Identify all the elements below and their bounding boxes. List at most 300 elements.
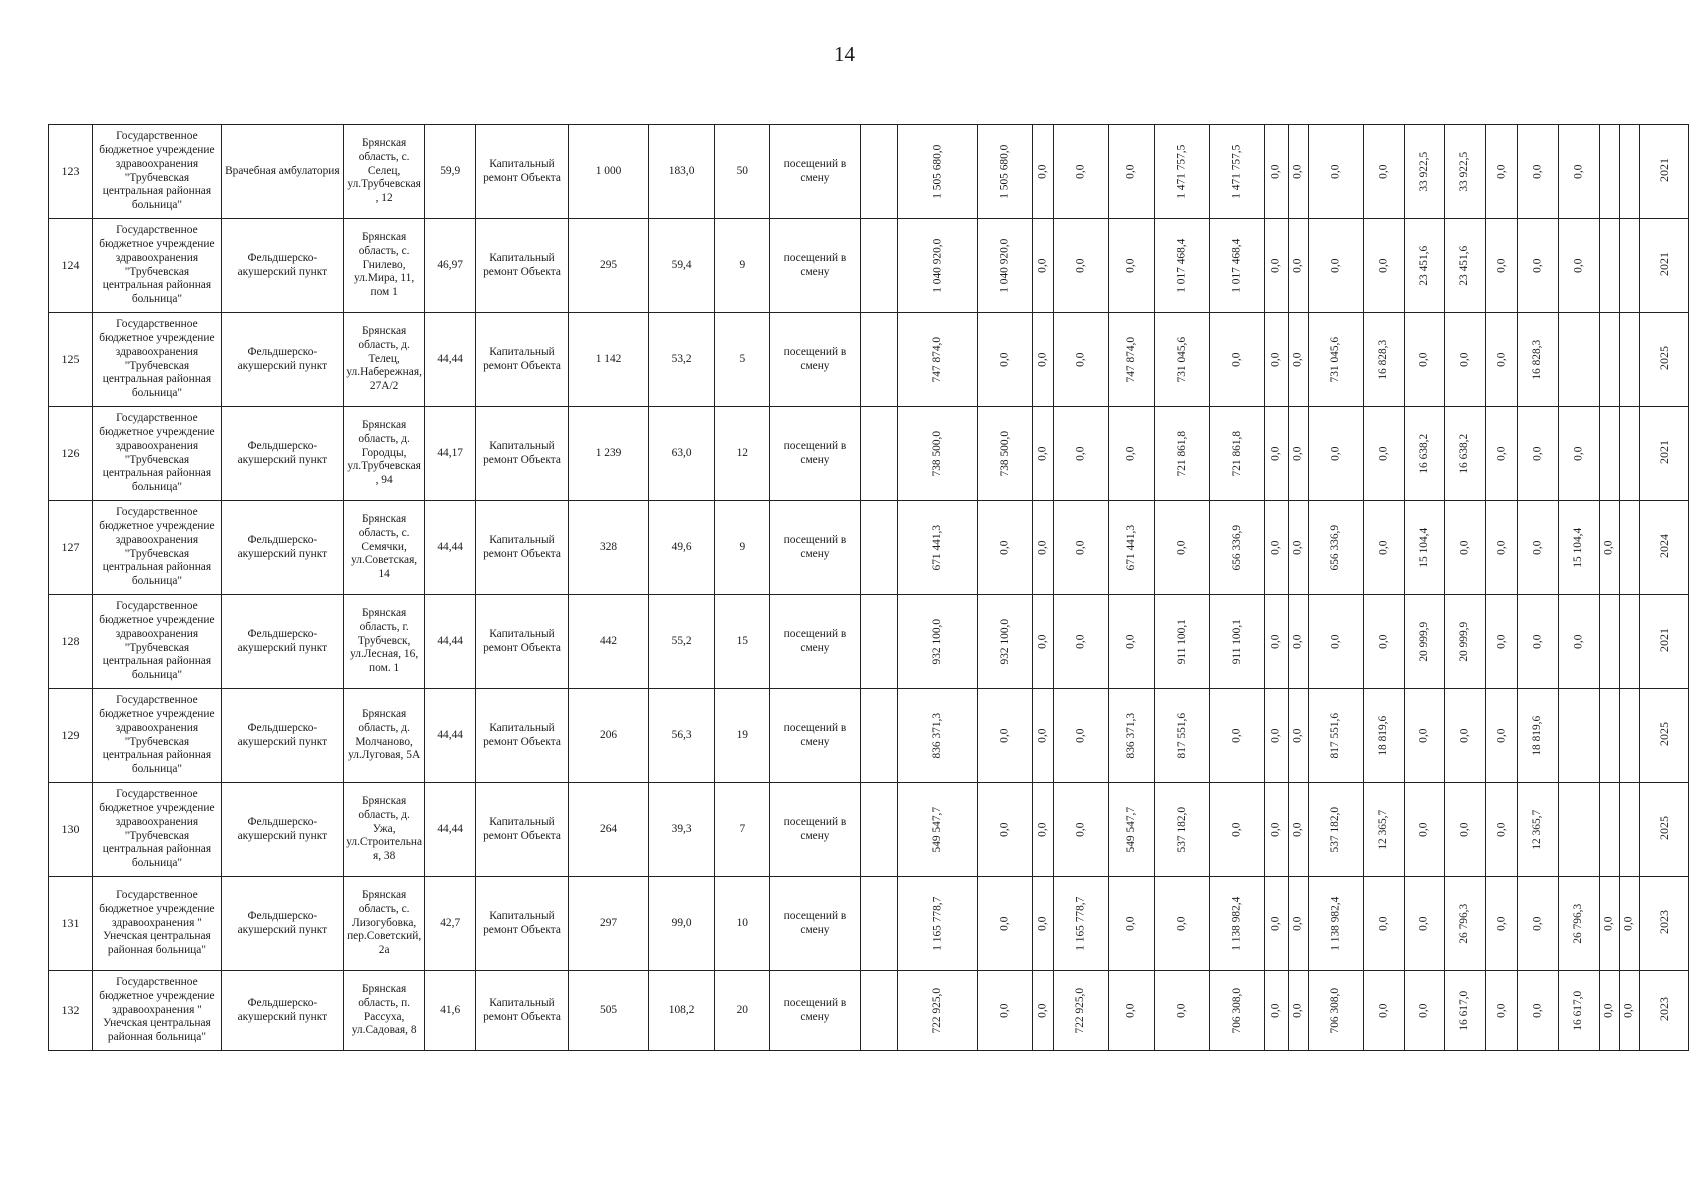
funding-value-cell (1486, 219, 1518, 313)
wear-percent: 44,44 (425, 689, 475, 783)
funding-value: 0,0 (998, 352, 1011, 367)
funding-value-cell (1445, 219, 1486, 313)
funding-value-cell (978, 689, 1033, 783)
funding-value-cell (1599, 313, 1619, 407)
completion-year-cell (1640, 313, 1689, 407)
wear-percent: 42,7 (425, 877, 475, 971)
funding-value-cell (1033, 219, 1053, 313)
funding-value-cell (1288, 877, 1308, 971)
funding-value-cell (1619, 689, 1639, 783)
funding-value: 1 505 680,0 (930, 144, 943, 199)
funding-value: 817 551,6 (1175, 712, 1188, 759)
page-number: 14 (834, 42, 855, 66)
funding-value-cell (978, 783, 1033, 877)
population-served: 206 (569, 689, 649, 783)
funding-value-cell (1486, 595, 1518, 689)
funding-value: 0,0 (1269, 1003, 1282, 1018)
funding-value: 0,0 (1036, 916, 1049, 931)
empty-cell (860, 407, 898, 501)
funding-value-cell (1486, 313, 1518, 407)
funding-value: 0,0 (998, 916, 1011, 931)
area-value: 49,6 (648, 501, 714, 595)
funding-value-cell (1108, 783, 1155, 877)
funding-value-cell (1404, 783, 1445, 877)
funding-value: 0,0 (1124, 916, 1137, 931)
funding-value: 1 165 778,7 (1073, 896, 1086, 951)
table-row (49, 877, 1689, 971)
area-value: 99,0 (648, 877, 714, 971)
table-row (49, 595, 1689, 689)
funding-value: 0,0 (1572, 634, 1585, 649)
funding-value-cell (1308, 501, 1363, 595)
funding-value-cell (978, 219, 1033, 313)
funding-value-cell (1445, 501, 1486, 595)
funding-value: 0,0 (1073, 164, 1086, 179)
row-number: 126 (49, 407, 93, 501)
funding-value-cell (1619, 407, 1639, 501)
funding-value: 0,0 (1291, 1003, 1304, 1018)
funding-value-cell (1599, 595, 1619, 689)
funding-value-cell (1558, 783, 1599, 877)
funding-value: 656 336,9 (1230, 524, 1243, 571)
funding-value: 747 874,0 (931, 336, 943, 383)
table-row (49, 125, 1689, 219)
funding-value: 0,0 (998, 822, 1011, 837)
funding-value: 0,0 (1036, 728, 1049, 743)
funding-value: 0,0 (1376, 540, 1389, 555)
institution-name: Государственное бюджетное учреждение здравоохранения "Трубчевская центральная районная больница" (92, 783, 221, 877)
wear-percent: 41,6 (425, 971, 475, 1051)
work-type: Капитальный ремонт Объекта (475, 219, 568, 313)
funding-value: 0,0 (1124, 634, 1137, 649)
facility-address: Брянская область, д. Ужа, ул.Строительна я, 38 (343, 783, 425, 877)
funding-value: 1 471 757,5 (1230, 144, 1243, 199)
funding-value: 18 819,6 (1376, 715, 1389, 756)
completion-year: 2021 (1657, 628, 1672, 653)
funding-value-cell (1108, 501, 1155, 595)
completion-year-cell (1640, 971, 1689, 1051)
funding-value-cell (1265, 313, 1288, 407)
funding-value: 0,0 (1269, 352, 1282, 367)
capacity-unit: посещений в смену (770, 219, 860, 313)
funding-value-cell (1518, 877, 1559, 971)
funding-value: 0,0 (1269, 446, 1282, 461)
capacity-unit: посещений в смену (770, 125, 860, 219)
funding-value-cell (1155, 313, 1210, 407)
row-number: 128 (49, 595, 93, 689)
funding-value: 0,0 (1073, 352, 1086, 367)
funding-value-cell (1404, 501, 1445, 595)
funding-value-cell (1486, 689, 1518, 783)
funding-value-cell (1363, 125, 1404, 219)
funding-value-cell (1033, 501, 1053, 595)
funding-value-cell (1308, 783, 1363, 877)
funding-value-cell (978, 501, 1033, 595)
area-value: 183,0 (648, 125, 714, 219)
funding-value-cell (1404, 689, 1445, 783)
funding-value-cell (1108, 689, 1155, 783)
funding-value-cell (1363, 783, 1404, 877)
funding-value-cell (1053, 877, 1108, 971)
area-value: 59,4 (648, 219, 714, 313)
area-value: 55,2 (648, 595, 714, 689)
funding-value-cell (898, 407, 978, 501)
empty-cell (860, 595, 898, 689)
funding-value-cell (1155, 219, 1210, 313)
funding-value-cell (1404, 125, 1445, 219)
empty-cell (860, 689, 898, 783)
funding-value-cell (1558, 877, 1599, 971)
funding-value: 0,0 (1458, 352, 1471, 367)
funding-value: 0,0 (1417, 916, 1430, 931)
funding-value-cell (1108, 877, 1155, 971)
capacity-value: 15 (715, 595, 770, 689)
funding-value-cell (1363, 219, 1404, 313)
funding-value: 671 441,3 (1124, 524, 1137, 571)
funding-value: 0,0 (1124, 258, 1137, 273)
funding-value-cell (1033, 407, 1053, 501)
funding-value-cell (1486, 407, 1518, 501)
facility-type: Врачебная амбулатория (221, 125, 343, 219)
funding-value-cell (1445, 877, 1486, 971)
funding-value-cell (1558, 219, 1599, 313)
funding-value: 0,0 (1622, 1003, 1635, 1018)
funding-value-cell (1108, 971, 1155, 1051)
funding-value-cell (1265, 783, 1288, 877)
completion-year-cell (1640, 595, 1689, 689)
funding-value: 0,0 (1073, 258, 1086, 273)
funding-value-cell (1210, 219, 1265, 313)
funding-value-cell (978, 971, 1033, 1051)
institution-name: Государственное бюджетное учреждение здравоохранения "Трубчевская центральная районная больница" (92, 689, 221, 783)
funding-value: 20 999,9 (1417, 621, 1430, 662)
facility-address: Брянская область, с. Семячки, ул.Советская, 14 (343, 501, 425, 595)
funding-value-cell (1053, 407, 1108, 501)
funding-value: 26 796,3 (1572, 903, 1585, 944)
funding-value: 0,0 (1458, 728, 1471, 743)
funding-value: 0,0 (1124, 446, 1137, 461)
funding-value: 747 874,0 (1124, 336, 1137, 383)
row-number: 125 (49, 313, 93, 407)
funding-value-cell (1404, 877, 1445, 971)
funding-value: 0,0 (1175, 1003, 1188, 1018)
funding-value: 0,0 (1291, 916, 1304, 931)
funding-value: 1 017 468,4 (1230, 238, 1243, 293)
funding-value-cell (1155, 971, 1210, 1051)
area-value: 39,3 (648, 783, 714, 877)
wear-percent: 46,97 (425, 219, 475, 313)
funding-value-cell (1445, 689, 1486, 783)
funding-value-cell (1308, 125, 1363, 219)
funding-value-cell (1363, 501, 1404, 595)
funding-value-cell (1518, 783, 1559, 877)
funding-value-cell (978, 125, 1033, 219)
capacity-value: 20 (715, 971, 770, 1051)
funding-value: 836 371,3 (931, 712, 943, 759)
row-number: 127 (49, 501, 93, 595)
funding-value-cell (898, 313, 978, 407)
funding-value: 15 104,4 (1572, 527, 1585, 568)
completion-year: 2025 (1657, 346, 1672, 371)
funding-value-cell (1486, 877, 1518, 971)
funding-value-cell (1404, 407, 1445, 501)
funding-value-cell (1155, 125, 1210, 219)
completion-year: 2021 (1657, 440, 1672, 465)
funding-value: 12 365,7 (1531, 809, 1544, 850)
funding-value-cell (1210, 783, 1265, 877)
facility-address: Брянская область, с. Селец, ул.Трубчевская , 12 (343, 125, 425, 219)
funding-value: 0,0 (1269, 822, 1282, 837)
funding-value-cell (1210, 313, 1265, 407)
funding-value-cell (1599, 125, 1619, 219)
funding-value: 0,0 (1376, 1003, 1389, 1018)
funding-value: 12 365,7 (1376, 809, 1389, 850)
funding-value: 549 547,7 (931, 806, 943, 853)
funding-value: 1 471 757,5 (1175, 144, 1188, 199)
funding-value: 18 819,6 (1531, 715, 1544, 756)
funding-value-cell (1518, 313, 1559, 407)
institution-name: Государственное бюджетное учреждение здравоохранения "Трубчевская центральная районная больница" (92, 219, 221, 313)
funding-value-cell (1619, 313, 1639, 407)
wear-percent: 44,44 (425, 313, 475, 407)
facility-address: Брянская область, с. Гнилево, ул.Мира, 11, пом 1 (343, 219, 425, 313)
completion-year-cell (1640, 877, 1689, 971)
area-value: 56,3 (648, 689, 714, 783)
facility-type: Фельдшерско-акушерский пункт (221, 783, 343, 877)
funding-value: 1 138 982,4 (1230, 896, 1243, 951)
funding-value: 0,0 (1230, 822, 1243, 837)
work-type: Капитальный ремонт Объекта (475, 125, 568, 219)
funding-value: 0,0 (1073, 634, 1086, 649)
funding-value-cell (1599, 877, 1619, 971)
funding-value-cell (1155, 783, 1210, 877)
funding-value-cell (1053, 219, 1108, 313)
funding-value-cell (898, 877, 978, 971)
institution-name: Государственное бюджетное учреждение здравоохранения "Трубчевская центральная районная больница" (92, 595, 221, 689)
funding-value: 0,0 (1073, 540, 1086, 555)
funding-value-cell (1308, 877, 1363, 971)
capacity-unit: посещений в смену (770, 595, 860, 689)
facility-type: Фельдшерско-акушерский пункт (221, 595, 343, 689)
facility-type: Фельдшерско-акушерский пункт (221, 313, 343, 407)
funding-value-cell (1155, 595, 1210, 689)
institution-name: Государственное бюджетное учреждение здравоохранения "Трубчевская центральная районная больница" (92, 407, 221, 501)
funding-value-cell (1155, 501, 1210, 595)
funding-value-cell (1033, 595, 1053, 689)
funding-value: 932 100,0 (931, 618, 943, 665)
funding-value: 0,0 (1494, 446, 1507, 461)
funding-value-cell (1486, 501, 1518, 595)
funding-value-cell (1053, 783, 1108, 877)
funding-value: 1 138 982,4 (1328, 896, 1341, 951)
funding-value: 0,0 (1291, 634, 1304, 649)
funding-value: 0,0 (1494, 634, 1507, 649)
funding-value-cell (1363, 971, 1404, 1051)
funding-value: 16 617,0 (1572, 990, 1585, 1031)
funding-value: 0,0 (1291, 728, 1304, 743)
funding-value-cell (1404, 219, 1445, 313)
table-row (49, 501, 1689, 595)
completion-year: 2023 (1657, 997, 1672, 1022)
completion-year-cell (1640, 501, 1689, 595)
funding-value: 0,0 (998, 1003, 1011, 1018)
funding-value: 0,0 (1036, 634, 1049, 649)
funding-value: 0,0 (1494, 258, 1507, 273)
funding-value-cell (1033, 689, 1053, 783)
funding-value-cell (1265, 595, 1288, 689)
funding-value-cell (1053, 125, 1108, 219)
table-body (49, 125, 1689, 1051)
funding-value-cell (1265, 125, 1288, 219)
facility-address: Брянская область, д. Городцы, ул.Трубчевская , 94 (343, 407, 425, 501)
funding-value: 0,0 (1036, 822, 1049, 837)
capacity-value: 50 (715, 125, 770, 219)
empty-cell (860, 783, 898, 877)
funding-value: 537 182,0 (1175, 806, 1188, 853)
funding-value: 0,0 (1230, 728, 1243, 743)
funding-value: 656 336,9 (1328, 524, 1341, 571)
work-type: Капитальный ремонт Объекта (475, 971, 568, 1051)
funding-value-cell (1108, 313, 1155, 407)
funding-value-cell (1404, 595, 1445, 689)
funding-value: 0,0 (1458, 822, 1471, 837)
funding-value-cell (1108, 219, 1155, 313)
completion-year-cell (1640, 407, 1689, 501)
funding-value-cell (1308, 689, 1363, 783)
funding-value-cell (1363, 313, 1404, 407)
funding-value-cell (1108, 125, 1155, 219)
funding-value-cell (1308, 407, 1363, 501)
funding-value-cell (1033, 313, 1053, 407)
capacity-unit: посещений в смену (770, 689, 860, 783)
funding-value: 0,0 (998, 728, 1011, 743)
funding-value-cell (1033, 125, 1053, 219)
funding-value-cell (1288, 501, 1308, 595)
funding-value-cell (1599, 501, 1619, 595)
facility-type: Фельдшерско-акушерский пункт (221, 501, 343, 595)
funding-value: 817 551,6 (1328, 712, 1341, 759)
funding-value: 0,0 (1230, 352, 1243, 367)
work-type: Капитальный ремонт Объекта (475, 313, 568, 407)
funding-value-cell (1053, 501, 1108, 595)
funding-value: 706 308,0 (1230, 987, 1243, 1034)
funding-value-cell (1619, 219, 1639, 313)
funding-value-cell (1033, 877, 1053, 971)
funding-value: 0,0 (1124, 1003, 1137, 1018)
funding-value: 23 451,6 (1458, 245, 1471, 286)
capacity-value: 12 (715, 407, 770, 501)
empty-cell (860, 125, 898, 219)
funding-value-cell (898, 125, 978, 219)
funding-value-cell (1518, 689, 1559, 783)
funding-value: 0,0 (1602, 916, 1615, 931)
funding-value-cell (1445, 125, 1486, 219)
funding-value-cell (1288, 595, 1308, 689)
funding-value: 0,0 (1328, 634, 1341, 649)
funding-value: 0,0 (1494, 540, 1507, 555)
facility-address: Брянская область, г. Трубчевск, ул.Лесная, 16, пом. 1 (343, 595, 425, 689)
row-number: 124 (49, 219, 93, 313)
funding-value: 731 045,6 (1175, 336, 1188, 383)
funding-value-cell (1445, 313, 1486, 407)
funding-value-cell (1308, 219, 1363, 313)
funding-value: 911 100,1 (1230, 618, 1243, 664)
funding-value: 0,0 (1291, 822, 1304, 837)
institution-name: Государственное бюджетное учреждение здравоохранения "Трубчевская центральная районная больница" (92, 313, 221, 407)
funding-value: 738 500,0 (931, 430, 943, 477)
funding-value: 0,0 (1494, 822, 1507, 837)
institution-name: Государственное бюджетное учреждение здравоохранения " Унечская центральная районная больница" (92, 971, 221, 1051)
funding-value-cell (1486, 971, 1518, 1051)
funding-value: 0,0 (1269, 164, 1282, 179)
funding-value-cell (1033, 783, 1053, 877)
funding-value: 0,0 (1531, 164, 1544, 179)
funding-value-cell (1210, 407, 1265, 501)
funding-value-cell (1599, 407, 1619, 501)
funding-value: 15 104,4 (1417, 527, 1430, 568)
funding-value-cell (1445, 783, 1486, 877)
funding-value-cell (978, 313, 1033, 407)
capacity-unit: посещений в смену (770, 783, 860, 877)
funding-value-cell (1053, 971, 1108, 1051)
funding-value: 0,0 (1269, 916, 1282, 931)
funding-value: 0,0 (1622, 916, 1635, 931)
funding-value: 836 371,3 (1124, 712, 1137, 759)
area-value: 53,2 (648, 313, 714, 407)
table-row (49, 971, 1689, 1051)
work-type: Капитальный ремонт Объекта (475, 407, 568, 501)
funding-value: 0,0 (1572, 164, 1585, 179)
funding-value: 23 451,6 (1417, 245, 1430, 286)
wear-percent: 44,17 (425, 407, 475, 501)
funding-value: 16 638,2 (1458, 433, 1471, 474)
capacity-value: 9 (715, 219, 770, 313)
funding-value-cell (1558, 501, 1599, 595)
table-row (49, 219, 1689, 313)
funding-value-cell (1210, 971, 1265, 1051)
funding-value: 0,0 (1073, 822, 1086, 837)
capacity-unit: посещений в смену (770, 313, 860, 407)
funding-value: 0,0 (1531, 540, 1544, 555)
capacity-value: 7 (715, 783, 770, 877)
funding-value-cell (1599, 971, 1619, 1051)
funding-value: 911 100,1 (1175, 618, 1188, 664)
capacity-value: 10 (715, 877, 770, 971)
funding-value-cell (1558, 407, 1599, 501)
funding-value-cell (1599, 689, 1619, 783)
facility-type: Фельдшерско-акушерский пункт (221, 407, 343, 501)
funding-value-cell (1404, 313, 1445, 407)
funding-value-cell (1518, 595, 1559, 689)
funding-value: 671 441,3 (931, 524, 943, 571)
funding-value-cell (978, 407, 1033, 501)
completion-year-cell (1640, 125, 1689, 219)
funding-value: 0,0 (1036, 258, 1049, 273)
funding-value: 0,0 (1494, 352, 1507, 367)
funding-value: 731 045,6 (1328, 336, 1341, 383)
population-served: 505 (569, 971, 649, 1051)
funding-value-cell (1518, 407, 1559, 501)
work-type: Капитальный ремонт Объекта (475, 783, 568, 877)
funding-value: 0,0 (1458, 540, 1471, 555)
capacity-unit: посещений в смену (770, 407, 860, 501)
table-row (49, 783, 1689, 877)
row-number: 132 (49, 971, 93, 1051)
capacity-value: 5 (715, 313, 770, 407)
funding-value: 0,0 (1036, 446, 1049, 461)
funding-value: 0,0 (1417, 352, 1430, 367)
funding-value-cell (1308, 595, 1363, 689)
